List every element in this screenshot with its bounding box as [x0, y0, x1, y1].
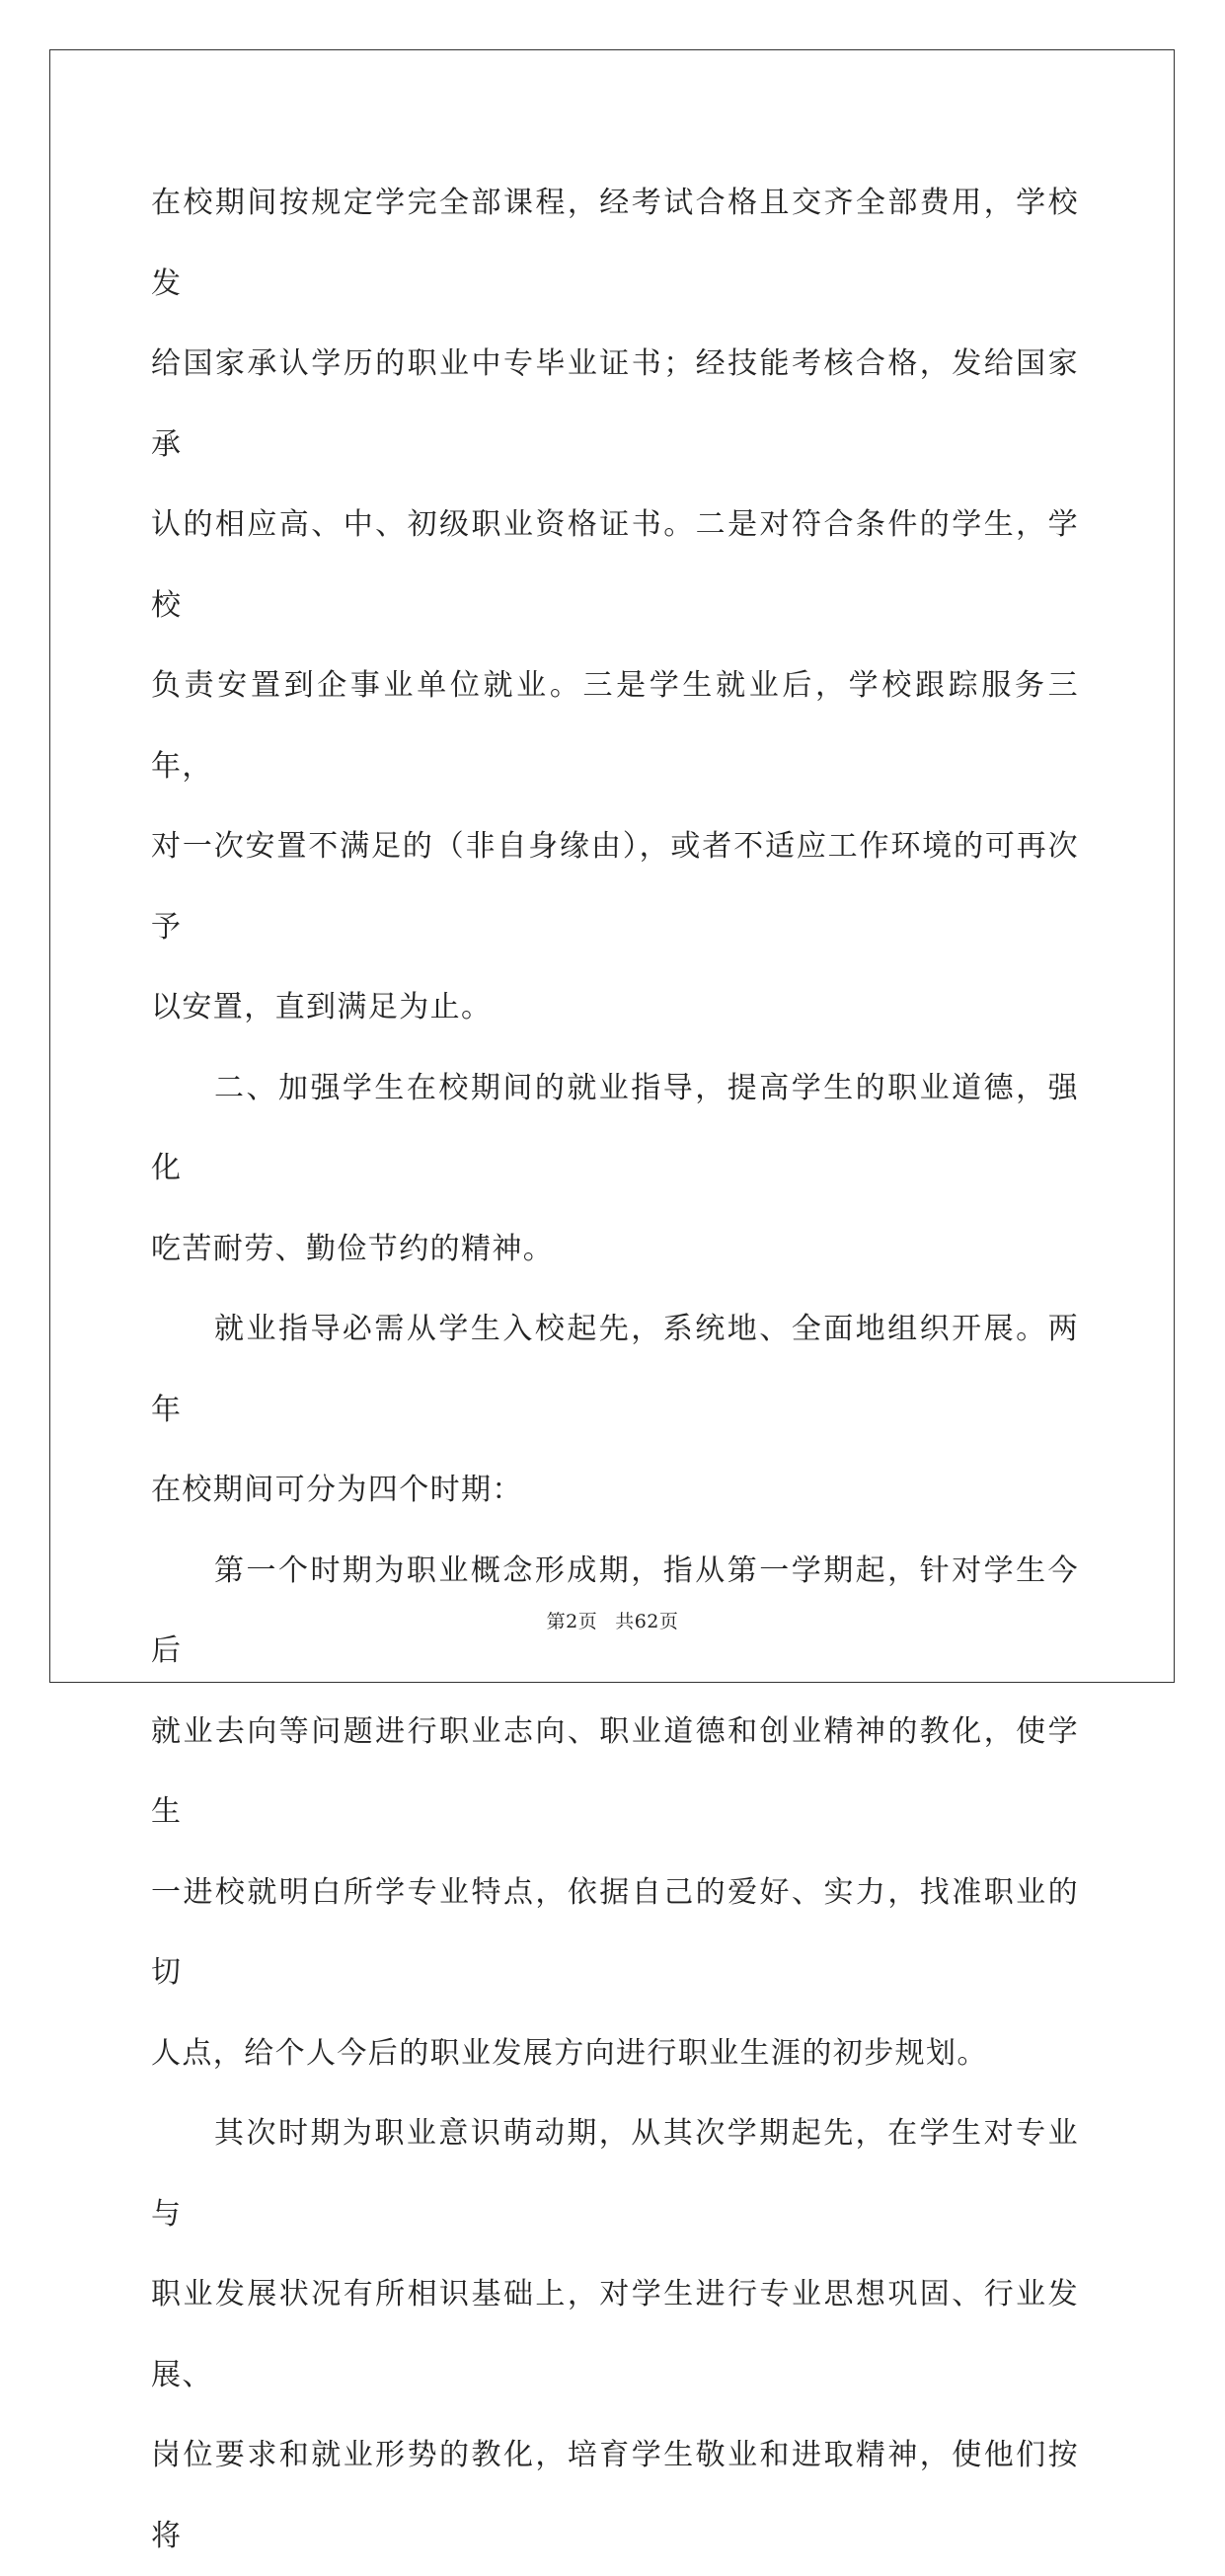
body-line: 第一个时期为职业概念形成期，指从第一学期起，针对学生今后 — [151, 1553, 1079, 1668]
document-body — [151, 163, 1079, 2576]
body-line: 负责安置到企事业单位就业。三是学生就业后，学校跟踪服务三年， — [151, 668, 1079, 784]
body-line: 在校期间按规定学完全部课程，经考试合格且交齐全部费用，学校发 — [151, 186, 1079, 301]
body-line: 在校期间可分为四个时期： — [151, 1473, 523, 1507]
body-line: 就业去向等问题进行职业志向、职业道德和创业精神的教化，使学生 — [151, 1713, 1079, 1829]
body-line: 岗位要求和就业形势的教化，培育学生敬业和进取精神，使他们按将 — [151, 2438, 1079, 2553]
page-number: 第2页 — [546, 1611, 598, 1632]
body-line: 给国家承认学历的职业中专毕业证书；经技能考核合格，发给国家承 — [151, 346, 1079, 462]
body-line: 以安置，直到满足为止。 — [151, 990, 493, 1024]
body-line: 人点，给个人今后的职业发展方向进行职业生涯的初步规划。 — [151, 2035, 988, 2071]
body-line: 其次时期为职业意识萌动期，从其次学期起先，在学生对专业与 — [151, 2116, 1079, 2232]
body-line: 吃苦耐劳、勤俭节约的精神。 — [151, 1231, 555, 1266]
body-line: 二、加强学生在校期间的就业指导，提高学生的职业道德，强化 — [151, 1070, 1079, 1185]
body-line: 职业发展状况有所相识基础上，对学生进行专业思想巩固、行业发展、 — [151, 2277, 1079, 2392]
body-line: 一进校就明白所学专业特点，依据自己的爱好、实力，找准职业的切 — [151, 1874, 1079, 1990]
body-line: 对一次安置不满足的（非自身缘由），或者不适应工作环境的可再次予 — [151, 829, 1079, 945]
page-footer — [0, 1607, 1225, 1633]
page-total: 共62页 — [615, 1611, 679, 1632]
body-line: 就业指导必需从学生入校起先，系统地、全面地组织开展。两年 — [151, 1312, 1079, 1427]
body-line: 认的相应高、中、初级职业资格证书。二是对符合条件的学生，学校 — [151, 507, 1079, 623]
